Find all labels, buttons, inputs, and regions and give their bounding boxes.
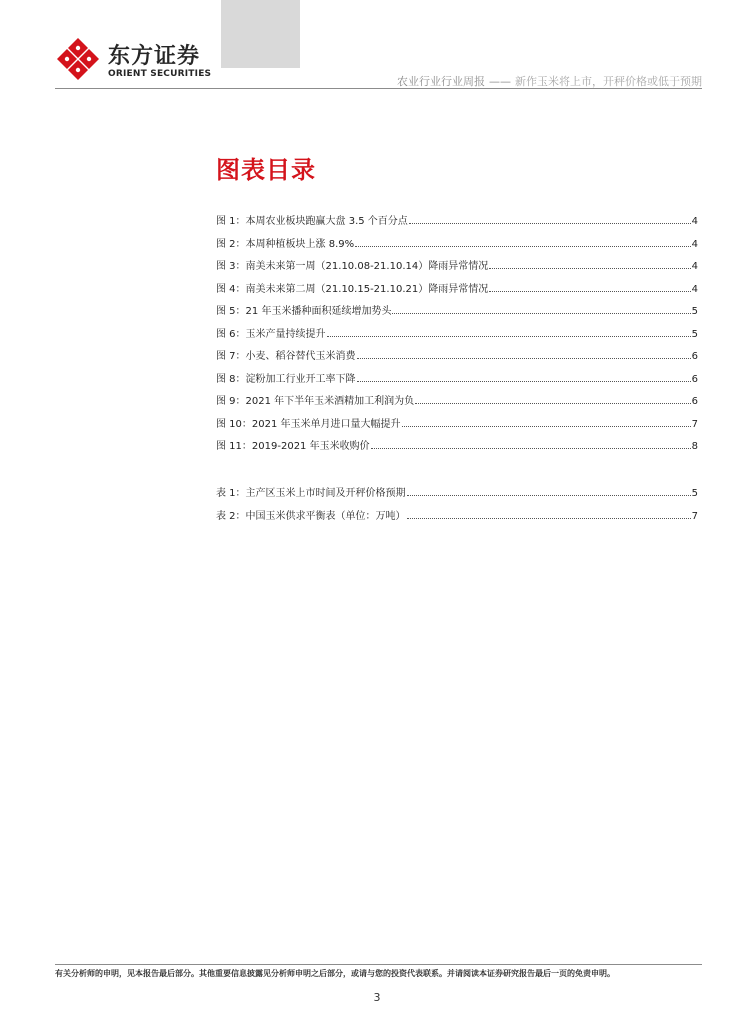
- table-list: [216, 484, 698, 529]
- figure-entry[interactable]: [216, 280, 698, 303]
- leader-dots: [489, 283, 690, 292]
- figure-page-number: 4: [691, 238, 698, 250]
- table-number: 表 2：: [216, 510, 246, 522]
- figure-entry[interactable]: [216, 370, 698, 393]
- figure-entry[interactable]: [216, 325, 698, 348]
- figure-entry[interactable]: [216, 212, 698, 235]
- figure-number: 图 1：: [216, 216, 246, 227]
- leader-dots: [402, 418, 691, 427]
- figure-title: 本周农业板块跑赢大盘 3.5 个百分点: [245, 216, 408, 227]
- figure-entry[interactable]: [216, 347, 698, 370]
- figure-title: 玉米产量持续提升: [245, 328, 326, 340]
- figure-title: 2021 年玉米单月进口量大幅提升: [251, 418, 401, 430]
- figure-title: 本周种植板块上涨 8.9%: [245, 238, 355, 250]
- figure-page-number: 6: [691, 396, 698, 407]
- page-title: 图表目录: [216, 156, 316, 184]
- figure-page-number: 8: [691, 441, 698, 452]
- table-page-number: 7: [691, 510, 698, 522]
- figure-number: 图 2：: [216, 238, 246, 250]
- header-gray-band: [221, 0, 300, 68]
- figure-number: 图 3：: [216, 261, 246, 272]
- leader-dots: [407, 487, 691, 496]
- figure-title: 小麦、稻谷替代玉米消费: [245, 351, 356, 362]
- figure-page-number: 4: [691, 216, 698, 227]
- figure-entry[interactable]: [216, 415, 698, 438]
- leader-dots: [327, 328, 691, 337]
- figure-entry[interactable]: [216, 257, 698, 280]
- leader-dots: [371, 440, 691, 449]
- figure-number: 图 4：: [216, 283, 246, 295]
- figure-title: 21 年玉米播种面积延续增加势头: [245, 306, 392, 317]
- figure-entry[interactable]: [216, 302, 698, 325]
- figure-number: 图 5：: [216, 306, 246, 317]
- table-title: 中国玉米供求平衡表（单位：万吨）: [245, 510, 406, 522]
- table-number: 表 1：: [216, 488, 246, 499]
- figure-number: 图 11：: [216, 441, 252, 452]
- figure-number: 图 8：: [216, 373, 246, 385]
- leader-dots: [357, 350, 691, 359]
- figure-entry[interactable]: [216, 235, 698, 258]
- figure-title: 南美未来第二周（21.10.15-21.10.21）降雨异常情况: [245, 283, 489, 295]
- figure-page-number: 7: [691, 418, 698, 430]
- leader-dots: [415, 395, 690, 404]
- leader-dots: [392, 305, 690, 314]
- footer-divider: [55, 964, 702, 965]
- page-number: 3: [373, 991, 381, 1004]
- figure-number: 图 6：: [216, 328, 246, 340]
- footer-disclaimer: 有关分析师的申明，见本报告最后部分。其他重要信息披露见分析师申明之后部分，或请与您的投资代表联系。并请阅读本证券研究报告最后一页的免责申明。: [55, 969, 615, 978]
- leader-dots: [407, 510, 691, 519]
- table-title: 主产区玉米上市时间及开秤价格预期: [245, 488, 406, 499]
- header-divider: [55, 88, 702, 89]
- leader-dots: [355, 238, 690, 247]
- figure-entry[interactable]: [216, 392, 698, 415]
- figure-page-number: 4: [691, 261, 698, 272]
- figure-number: 图 10：: [216, 418, 252, 430]
- header-separator: ——: [489, 75, 511, 88]
- leader-dots: [409, 215, 691, 224]
- figure-title: 2021 年下半年玉米酒精加工利润为负: [245, 396, 415, 407]
- figure-page-number: 6: [691, 351, 698, 362]
- orient-securities-logo-icon: [55, 36, 101, 82]
- report-subtitle: 新作玉米将上市，开秤价格或低于预期: [515, 75, 702, 88]
- figure-title: 淀粉加工行业开工率下降: [245, 373, 356, 385]
- figure-page-number: 4: [691, 283, 698, 295]
- brand-name-en: ORIENT SECURITIES: [108, 69, 212, 79]
- figure-number: 图 7：: [216, 351, 246, 362]
- figure-title: 南美未来第一周（21.10.08-21.10.14）降雨异常情况: [245, 261, 489, 272]
- leader-dots: [357, 373, 691, 382]
- report-header: [397, 73, 702, 89]
- figure-page-number: 6: [691, 373, 698, 385]
- figure-entry[interactable]: [216, 437, 698, 460]
- table-entry[interactable]: [216, 484, 698, 507]
- leader-dots: [489, 260, 690, 269]
- figure-page-number: 5: [691, 328, 698, 340]
- brand-name-cn: 东方证券: [108, 44, 201, 69]
- table-entry[interactable]: [216, 507, 698, 530]
- figure-list: [216, 212, 698, 460]
- figure-title: 2019-2021 年玉米收购价: [251, 441, 370, 452]
- figure-page-number: 5: [691, 306, 698, 317]
- figure-number: 图 9：: [216, 396, 246, 407]
- table-page-number: 5: [691, 488, 698, 499]
- report-type: 农业行业行业周报: [397, 75, 485, 88]
